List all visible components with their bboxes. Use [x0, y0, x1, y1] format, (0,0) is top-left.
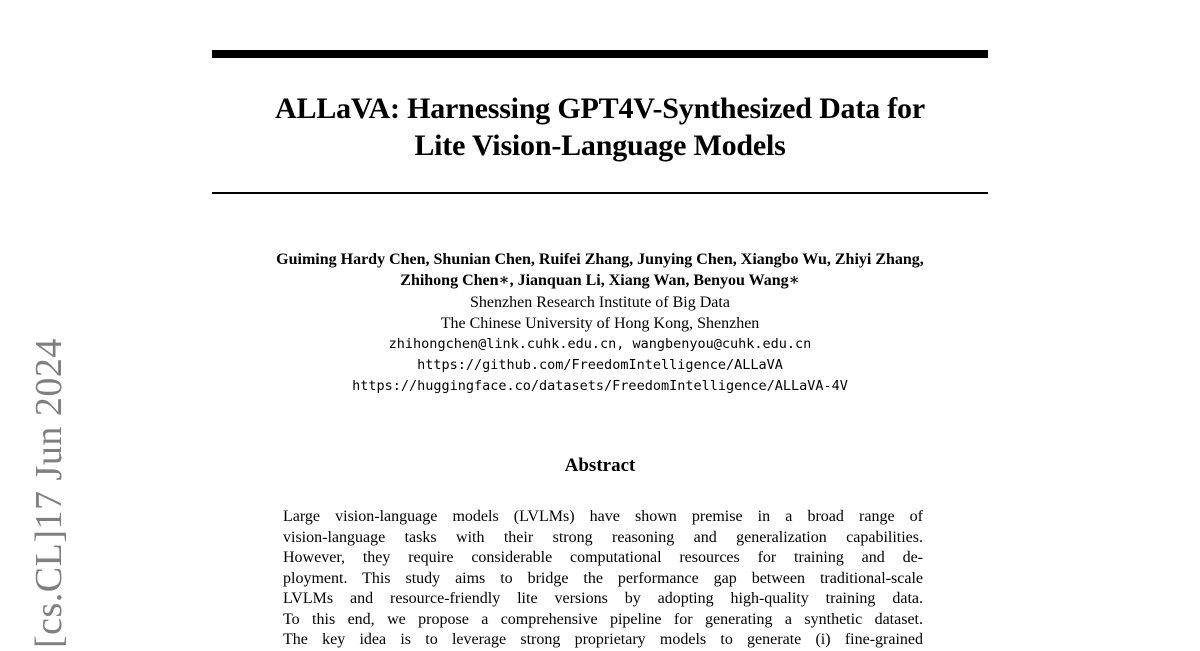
- abstract-line: LVLMs and resource-friendly lite versions by adopting high-quality training data.: [283, 590, 923, 607]
- abstract-line: To this end, we propose a comprehensive pipeline for generating a synthetic dataset.: [283, 610, 923, 628]
- title-top-rule: [212, 50, 988, 58]
- title-line-1: ALLaVA: Harnessing GPT4V-Synthesized Data for: [275, 92, 925, 125]
- abstract-line: The key idea is to leverage strong proprietary models to generate (i) fine-grained: [283, 631, 923, 648]
- abstract-line: vision-language tasks with their strong reasoning and generalization capabilities.: [283, 528, 923, 546]
- abstract-line: ployment. This study aims to bridge the performance gap between traditional-scale: [283, 569, 923, 587]
- abstract-text: [283, 507, 923, 651]
- paper-title: [212, 90, 988, 164]
- arxiv-side-stamp: [30, 338, 70, 648]
- arxiv-date: 17 Jun 2024: [28, 338, 70, 530]
- arxiv-category: [cs.CL]: [28, 529, 70, 648]
- author-line-2: Zhihong Chen∗, Jianquan Li, Xiang Wan, Benyou Wang∗: [400, 272, 800, 289]
- abstract-heading: Abstract: [564, 455, 636, 476]
- affiliation-block: [212, 292, 988, 397]
- university-name: The Chinese University of Hong Kong, Shenzhen: [440, 315, 760, 332]
- institute-name: Shenzhen Research Institute of Big Data: [470, 294, 730, 311]
- github-link[interactable]: https://github.com/FreedomIntelligence/ALLaVA: [417, 357, 783, 373]
- title-bottom-rule: [212, 192, 988, 194]
- abstract-line: Large vision-language models (LVLMs) have shown premise in a broad range of: [283, 508, 923, 525]
- author-emails[interactable]: zhihongchen@link.cuhk.edu.cn, wangbenyou@cuhk.edu.cn: [388, 336, 812, 352]
- author-list: [140, 249, 1060, 291]
- abstract-line: However, they require considerable computational resources for training and de-: [283, 549, 923, 566]
- author-line-1: Guiming Hardy Chen, Shunian Chen, Ruifei Zhang, Junying Chen, Xiangbo Wu, Zhiyi Zhang,: [276, 251, 924, 268]
- huggingface-link[interactable]: https://huggingface.co/datasets/FreedomIntelligence/ALLaVA-4V: [352, 378, 848, 394]
- title-line-2: Lite Vision-Language Models: [414, 129, 786, 162]
